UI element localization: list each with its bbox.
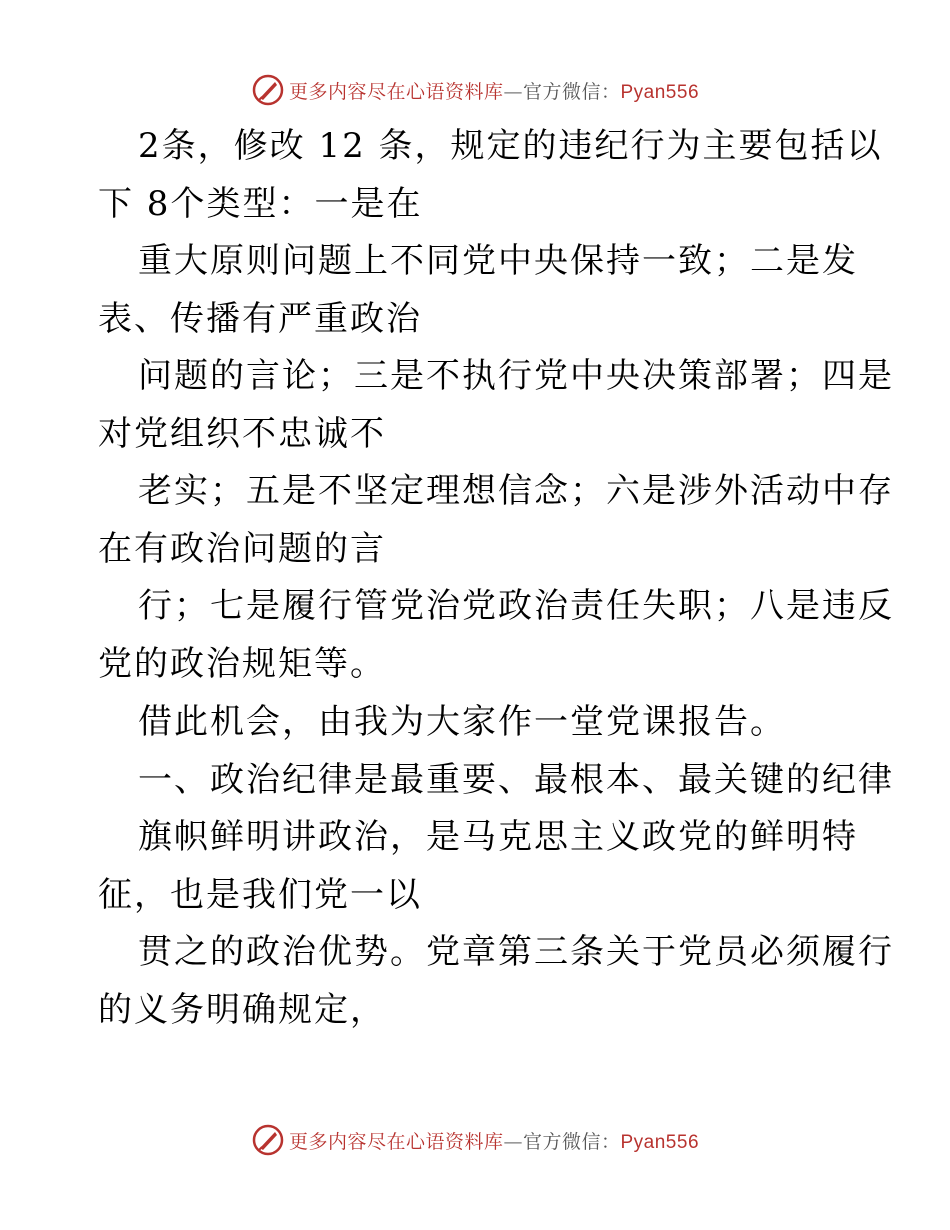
- paragraph-line: 问题的言论；三是不执行党中央决策部署；四是: [138, 356, 894, 396]
- paragraph-line: 重大原则问题上不同党中央保持一致；二是发: [138, 241, 858, 281]
- paragraph: [98, 693, 858, 751]
- paragraph-line: 贯之的政治优势。党章第三条关于党员必须履行: [138, 932, 894, 972]
- paragraph: [98, 809, 858, 924]
- watermark-site: 更多内容尽在心语资料库: [288, 1130, 504, 1153]
- watermark-site: 更多内容尽在心语资料库: [288, 80, 504, 103]
- watermark-dash: —: [503, 80, 523, 103]
- footer-watermark: [0, 1120, 950, 1160]
- paragraph-line: 旗帜鲜明讲政治，是马克思主义政党的鲜明特: [138, 817, 858, 857]
- header-watermark: [0, 70, 950, 110]
- paragraph-line: 在有政治问题的言: [98, 529, 386, 569]
- paragraph-line: 行；七是履行管党治党政治责任失职；八是违反: [138, 586, 894, 626]
- document-body: [98, 118, 894, 1039]
- section-heading: [98, 751, 894, 809]
- paragraph-line: 对党组织不忠诚不: [98, 414, 386, 454]
- watermark-id: Pyan556: [620, 81, 700, 103]
- paragraph: [98, 578, 894, 693]
- quill-logo-icon: [251, 73, 285, 107]
- quill-logo-icon: [251, 1123, 285, 1157]
- paragraph-line: 老实；五是不坚定理想信念；六是涉外活动中存: [138, 471, 894, 511]
- paragraph-line: 借此机会，由我为大家作一堂党课报告。: [138, 702, 786, 742]
- paragraph-line: 下 8个类型：一是在: [98, 184, 423, 224]
- paragraph-line: 的义务明确规定，: [98, 990, 386, 1030]
- watermark-label: 官方微信：: [522, 80, 621, 103]
- watermark-id: Pyan556: [620, 1131, 700, 1153]
- paragraph: [98, 463, 894, 578]
- paragraph-line: 表、传播有严重政治: [98, 299, 422, 339]
- paragraph-line: 党的政治规矩等。: [98, 644, 386, 684]
- watermark-label: 官方微信：: [522, 1130, 621, 1153]
- paragraph: [98, 233, 858, 348]
- paragraph-line: 2条，修改 12 条，规定的违纪行为主要包括以: [138, 126, 883, 166]
- paragraph: [98, 118, 883, 233]
- paragraph: [98, 924, 894, 1039]
- heading-line: 一、政治纪律是最重要、最根本、最关键的纪律: [138, 760, 894, 800]
- watermark-text: [289, 1127, 699, 1154]
- paragraph-line: 征，也是我们党一以: [98, 875, 422, 915]
- watermark-text: [289, 77, 699, 104]
- paragraph: [98, 348, 894, 463]
- watermark-dash: —: [503, 1130, 523, 1153]
